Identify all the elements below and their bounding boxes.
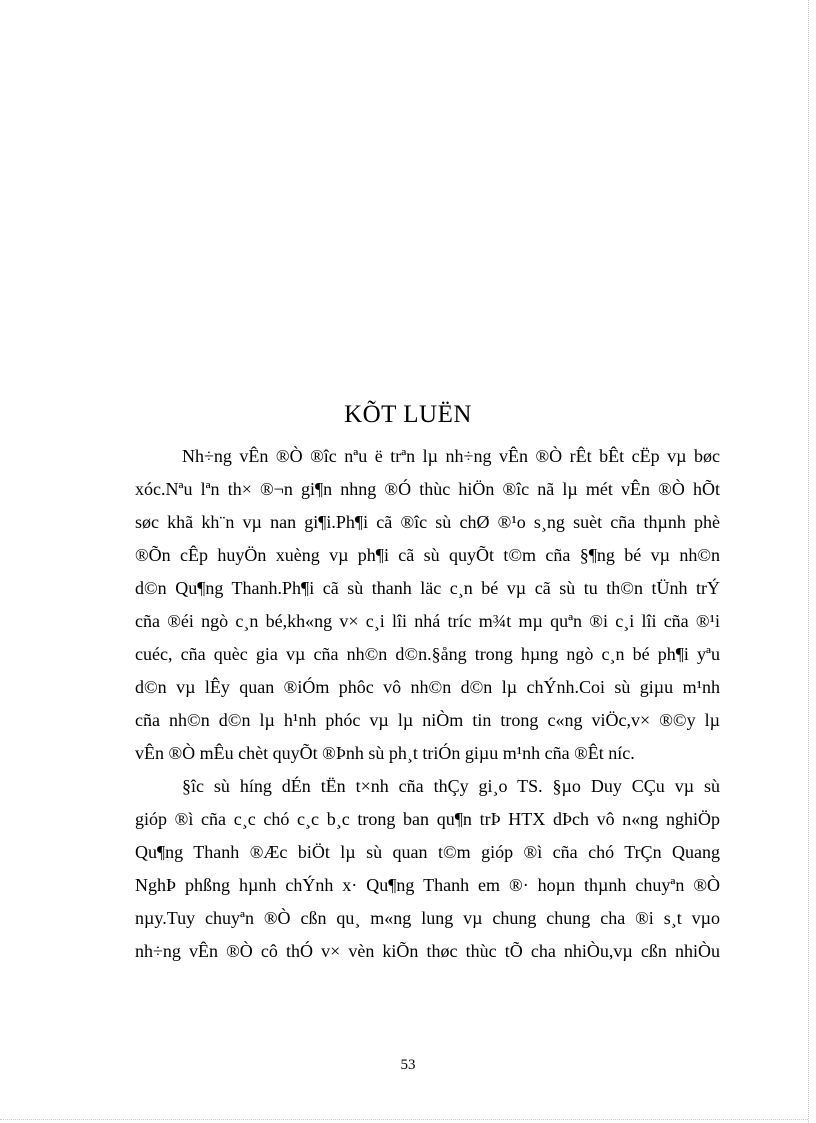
text-line: nh÷ng vÊn ®Ò cô thÓ v× vèn kiÕn thøc thùc tÕ cha nhiÒu,vµ cßn nhiÒu [135,941,720,961]
text-line: nµy.Tuy chuyªn ®Ò cßn qu¸ m«ng lung vµ chung chung cha ®i s¸t vµo [135,908,720,928]
page-title: KÕT LUËN [344,401,472,428]
text-line: søc khã kh¨n vµ nan gi¶i.Ph¶i cã ®îc sù chØ ®¹o s¸ng suèt cña thµnh phè [135,512,720,532]
page-number: 53 [400,1057,416,1073]
page-border-right [808,0,809,1123]
text-line: Qu¶ng Thanh ®Æc biÖt lµ sù quan t©m gióp ®ì cña chó TrÇn Quang [135,842,720,862]
text-line: ®Õn cÊp huyÖn xuèng vµ ph¶i cã sù quyÕt t©m cña §¶ng bé vµ nh©n [135,545,720,565]
text-line: cña nh©n d©n lµ h¹nh phóc vµ lµ niÒm tin trong c«ng viÖc,v× ®©y lµ [135,710,720,730]
text-line: d©n Qu¶ng Thanh.Ph¶i cã sù thanh läc c¸n bé vµ cã sù tu th©n tÜnh trÝ [135,578,720,598]
text-line: cuéc, cña quèc gia vµ cña nh©n d©n.§ång trong hµng ngò c¸n bé ph¶i yªu [135,644,720,664]
text-line: Nh÷ng vÊn ®Ò ®îc nªu ë trªn lµ nh÷ng vÊn ®Ò rÊt bÊt cËp vµ bøc [182,446,720,466]
text-line: §îc sù híng dÉn tËn t×nh cña thÇy gi¸o TS. §µo Duy CÇu vµ sù [182,776,720,796]
text-line: gióp ®ì cña c¸c chó c¸c b¸c trong ban qu¶n trÞ HTX dÞch vô n«ng nghiÖp [135,809,720,829]
text-line: xóc.Nªu lªn th× ®¬n gi¶n nhng ®Ó thùc hiÖn ®îc nã lµ mét vÊn ®Ò hÕt [135,479,720,499]
text-line: vÊn ®Ò mÊu chèt quyÕt ®Þnh sù ph¸t triÓn giµu m¹nh cña ®Êt níc. [135,743,635,763]
text-line: d©n vµ lÊy quan ®iÓm phôc vô nh©n d©n lµ chÝnh.Coi sù giµu m¹nh [135,677,720,697]
text-line: cña ®éi ngò c¸n bé,kh«ng v× c¸i lîi nhá tríc m¾t mµ quªn ®i c¸i lîi cña ®¹i [135,611,720,631]
text-line: NghÞ phßng hµnh chÝnh x· Qu¶ng Thanh em ®· hoµn thµnh chuyªn ®Ò [135,875,720,895]
page-border-bottom [0,1119,808,1120]
